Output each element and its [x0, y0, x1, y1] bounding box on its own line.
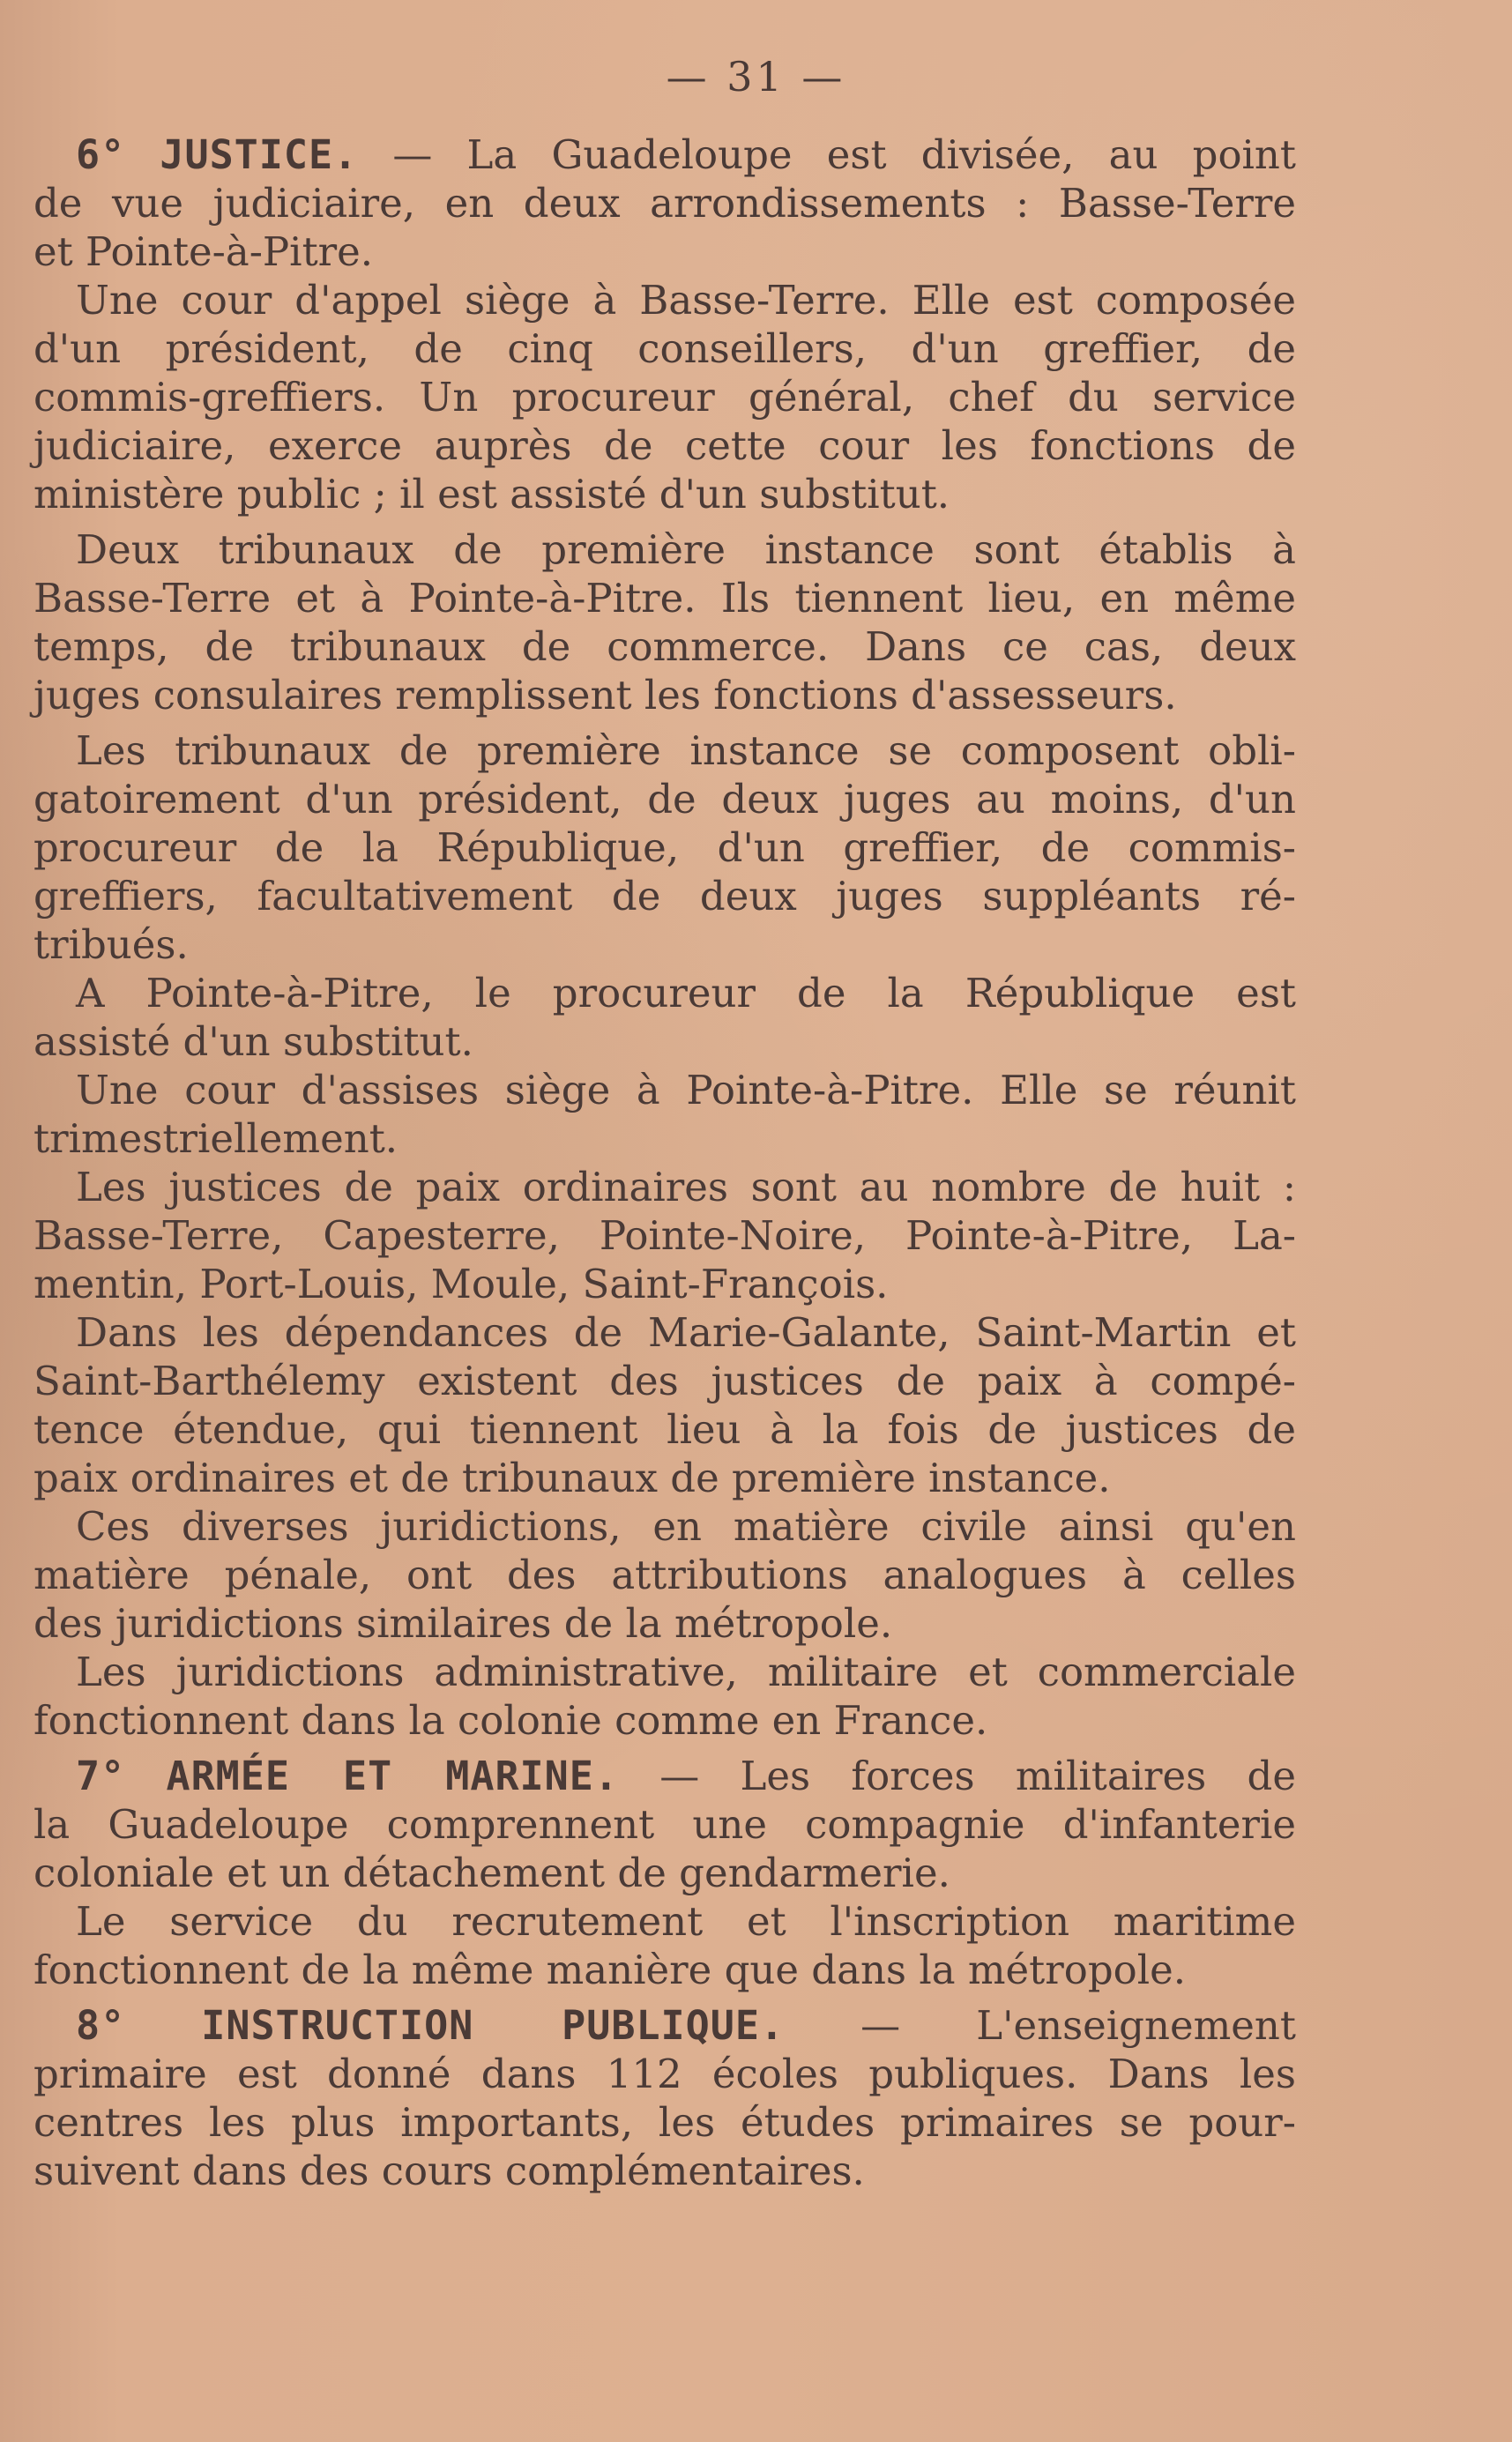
- text-line: procureur de la République, d'un greffier, de commis-: [34, 824, 1296, 871]
- text-line: paix ordinaires et de tribunaux de première instance.: [34, 1455, 1111, 1501]
- text-line: fonctionnent dans la colonie comme en France.: [34, 1697, 988, 1744]
- text-line: gatoirement d'un président, de deux juges au moins, d'un: [34, 776, 1296, 823]
- paragraph: [34, 2001, 1296, 2195]
- paragraph: [34, 1897, 1296, 1994]
- section-number: 6°: [76, 131, 126, 178]
- text-line: de vue judiciaire, en deux arrondissements : Basse-Terre: [34, 180, 1296, 227]
- paragraph: [34, 276, 1296, 518]
- text-line: Les tribunaux de première instance se composent obli-: [76, 727, 1296, 774]
- text-line: assisté d'un substitut.: [34, 1018, 473, 1065]
- paragraph: [34, 1066, 1296, 1163]
- text-line: des juridictions similaires de la métropole.: [34, 1600, 893, 1647]
- line-text: — Les forces militaires de: [618, 1753, 1296, 1799]
- text-line: judiciaire, exerce auprès de cette cour les fonctions de: [34, 422, 1296, 469]
- text-line: Une cour d'appel siège à Basse-Terre. Elle est composée: [76, 277, 1296, 324]
- text-line: primaire est donné dans 112 écoles publiques. Dans les: [34, 2051, 1296, 2097]
- text-line: ministère public ; il est assisté d'un substitut.: [34, 471, 950, 517]
- paragraph: [34, 1502, 1296, 1648]
- text-line: Une cour d'assises siège à Pointe-à-Pitre. Elle se réunit: [76, 1067, 1296, 1113]
- paragraph: [34, 130, 1296, 276]
- section-instruction-publique: [34, 2001, 1296, 2195]
- text-line: matière pénale, ont des attributions analogues à celles: [34, 1552, 1296, 1598]
- section-heading: ARMÉE ET MARINE.: [166, 1753, 619, 1799]
- text-line: Les justices de paix ordinaires sont au nombre de huit :: [76, 1164, 1296, 1210]
- text-line: tribués.: [34, 921, 189, 968]
- text-line: temps, de tribunaux de commerce. Dans ce cas, deux: [34, 623, 1296, 670]
- text-line: d'un président, de cinq conseillers, d'un greffier, de: [34, 325, 1296, 372]
- section-justice: [34, 130, 1296, 1745]
- text-line: commis-greffiers. Un procureur général, chef du service: [34, 374, 1296, 421]
- section-heading: JUSTICE.: [160, 131, 359, 178]
- paragraph: [34, 726, 1296, 969]
- text-line: trimestriellement.: [34, 1115, 398, 1162]
- text-line: [34, 130, 1296, 179]
- text-line: la Guadeloupe comprennent une compagnie d'infanterie: [34, 1801, 1296, 1848]
- text-line: Les juridictions administrative, militaire et commerciale: [76, 1649, 1296, 1695]
- text-line: Deux tribunaux de première instance sont établis à: [76, 526, 1296, 573]
- text-line: juges consulaires remplissent les fonctions d'assesseurs.: [34, 672, 1177, 718]
- text-line: Le service du recrutement et l'inscription maritime: [76, 1898, 1296, 1945]
- text-line: et Pointe-à-Pitre.: [34, 228, 374, 275]
- text-line: Basse-Terre et à Pointe-à-Pitre. Ils tiennent lieu, en même: [34, 575, 1296, 622]
- text-line: coloniale et un détachement de gendarmerie.: [34, 1850, 950, 1896]
- paragraph: [34, 1752, 1296, 1897]
- text-line: greffiers, facultativement de deux juges suppléants ré-: [34, 873, 1296, 919]
- text-line: Saint-Barthélemy existent des justices de paix à compé-: [34, 1358, 1296, 1404]
- text-line: tence étendue, qui tiennent lieu à la fois de justices de: [34, 1406, 1296, 1453]
- page-number: — 31 —: [666, 53, 846, 101]
- section-number: 8°: [76, 2002, 126, 2049]
- text-line: A Pointe-à-Pitre, le procureur de la République est: [76, 970, 1296, 1016]
- paragraph: [34, 525, 1296, 719]
- section-number: 7°: [76, 1753, 126, 1799]
- text-line: Ces diverses juridictions, en matière civile ainsi qu'en: [76, 1503, 1296, 1550]
- paragraph: [34, 1163, 1296, 1308]
- line-text: — La Guadeloupe est divisée, au point: [358, 131, 1296, 178]
- text-line: [34, 1752, 1296, 1800]
- paragraph: [34, 1648, 1296, 1745]
- paragraph: [34, 969, 1296, 1066]
- page-body: [34, 130, 1296, 2195]
- text-line: fonctionnent de la même manière que dans la métropole.: [34, 1947, 1187, 1993]
- paragraph: [34, 1308, 1296, 1502]
- line-text: — L'enseignement: [785, 2002, 1296, 2049]
- text-line: mentin, Port-Louis, Moule, Saint-François.: [34, 1261, 889, 1307]
- section-heading: INSTRUCTION PUBLIQUE.: [201, 2002, 786, 2049]
- text-line: suivent dans des cours complémentaires.: [34, 2148, 865, 2194]
- text-line: Basse-Terre, Capesterre, Pointe-Noire, Pointe-à-Pitre, La-: [34, 1212, 1296, 1259]
- text-line: Dans les dépendances de Marie-Galante, Saint-Martin et: [76, 1309, 1296, 1356]
- text-line: [34, 2001, 1296, 2050]
- section-armee-marine: [34, 1752, 1296, 1994]
- text-line: centres les plus importants, les études primaires se pour-: [34, 2099, 1296, 2146]
